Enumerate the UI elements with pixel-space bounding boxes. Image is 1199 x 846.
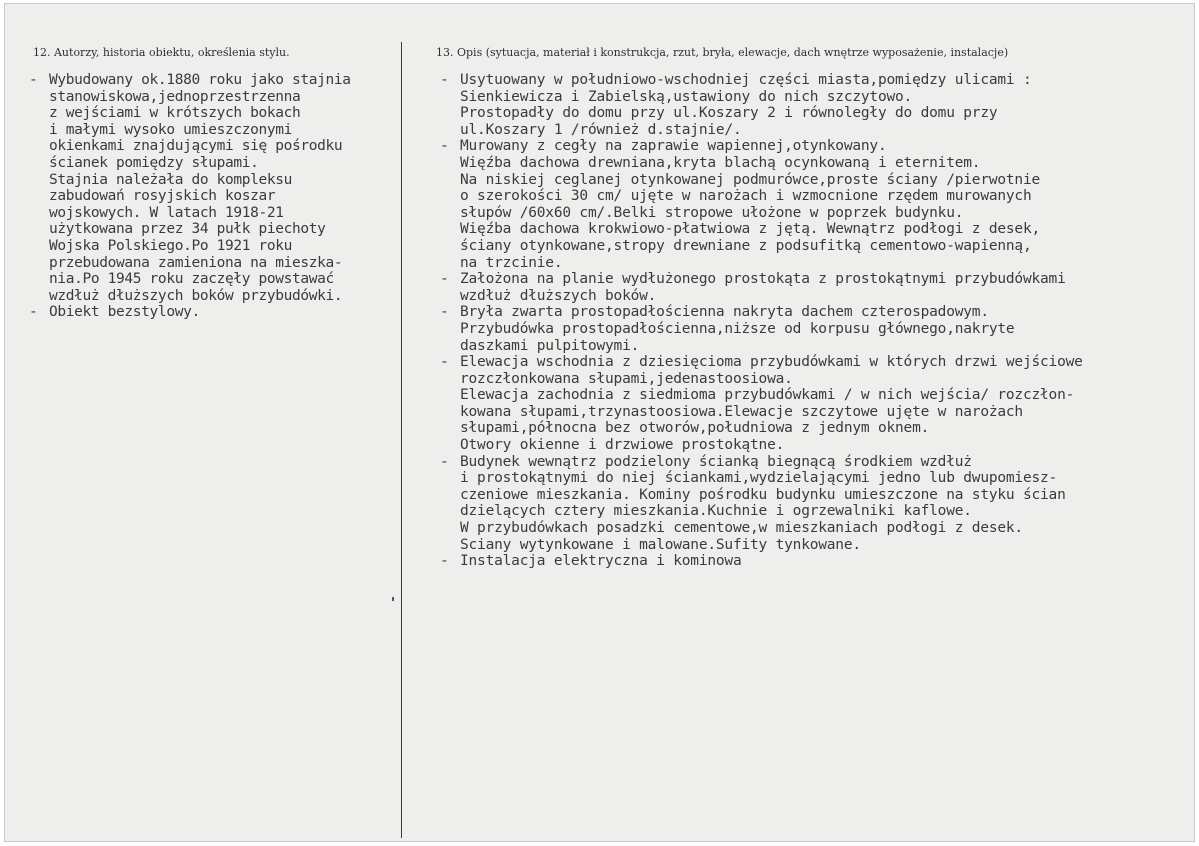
text-line: Otwory okienne i drzwiowe prostokątne. — [460, 437, 785, 454]
list-item — [440, 454, 1192, 554]
text-line: Bryła zwarta prostopadłościenna nakryta dachem czterospadowym. — [460, 304, 989, 321]
text-line: nia.Po 1945 roku zaczęły powstawać — [49, 271, 334, 288]
text-line: rozczłonkowana słupami,jedenastoosiowa. — [460, 370, 793, 387]
list-item — [29, 72, 401, 304]
text-line: ścianek pomiędzy słupami. — [49, 154, 259, 171]
text-line: Wybudowany ok.1880 roku jako stajnia — [49, 72, 351, 88]
text-line: Elewacja zachodnia z siedmioma przybudówkami / w nich wejścia/ rozczłon- — [460, 387, 1075, 404]
text-line: słupami,północna bez otworów,południowa z jednym oknem. — [460, 420, 930, 437]
text-line: Budynek wewnątrz podzielony ścianką biegnącą środkiem wzdłuż — [460, 453, 972, 470]
bullet-dash: - — [440, 354, 449, 371]
section-12-header: 12. Autorzy, historia obiektu, określenia stylu. — [33, 46, 290, 59]
text-line: ściany otynkowane,stropy drewniane z podsufitką cementowo-wapienną, — [460, 237, 1032, 254]
list-item — [440, 72, 1192, 138]
text-line: i małymi wysoko umieszczonymi — [49, 121, 293, 138]
text-line: Instalacja elektryczna i kominowa — [460, 553, 742, 570]
text-line: z wejściami w krótszych bokach — [49, 105, 301, 122]
text-line: dzielących cztery mieszkania.Kuchnie i ogrzewalniki kaflowe. — [460, 503, 972, 520]
text-line: Stajnia należała do kompleksu — [49, 171, 293, 188]
text-line: W przybudówkach posadzki cementowe,w mieszkaniach podłogi z desek. — [460, 520, 1023, 537]
text-line: Założona na planie wydłużonego prostokąta z prostokątnymi przybudówkami — [460, 271, 1066, 288]
list-item — [440, 553, 1192, 570]
text-line: czeniowe mieszkania. Kominy pośrodku budynku umieszczone na styku ścian — [460, 486, 1066, 503]
bullet-dash: - — [29, 72, 38, 88]
text-line: i prostokątnymi do niej ściankami,wydzielającymi jedno lub dwupomiesz- — [460, 470, 1058, 487]
text-line: Sienkiewicza i Zabielską,ustawiony do nich szczytowo. — [460, 88, 913, 105]
text-line: okienkami znajdującymi się pośrodku — [49, 138, 343, 155]
text-line: wzdłuż dłuższych boków. — [460, 287, 657, 304]
text-line: słupów /60x60 cm/.Belki stropowe ułożone w poprzek budynku. — [460, 204, 964, 221]
typewriter-mark — [392, 597, 394, 601]
text-line: Na niskiej ceglanej otynkowanej podmurówce,proste ściany /pierwotnie — [460, 171, 1041, 188]
bullet-dash: - — [29, 304, 38, 321]
text-line: Sciany wytynkowane i malowane.Sufity tynkowane. — [460, 536, 861, 553]
text-line: Obiekt bezstylowy. — [49, 304, 200, 321]
text-line: ul.Koszary 1 /również d.stajnie/. — [460, 121, 742, 138]
bullet-dash: - — [440, 138, 449, 155]
text-line: na trzcinie. — [460, 254, 563, 271]
section-13-header: 13. Opis (sytuacja, materiał i konstrukcja, rzut, bryła, elewacje, dach wnętrze wyposażenie, instalacje) — [436, 46, 1009, 59]
text-line: Więźba dachowa krokwiowo-płatwiowa z jętą. Wewnątrz podłogi z desek, — [460, 221, 1041, 238]
text-line: zabudowań rosyjskich koszar — [49, 188, 276, 205]
text-line: użytkowana przez 34 pułk piechoty — [49, 221, 326, 238]
list-item — [440, 271, 1192, 304]
bullet-dash: - — [440, 553, 449, 570]
list-item — [440, 138, 1192, 271]
list-item — [440, 304, 1192, 354]
bullet-dash: - — [440, 304, 449, 321]
form-sheet — [4, 3, 1195, 842]
text-line: daszkami pulpitowymi. — [460, 337, 640, 354]
text-line: Przybudówka prostopadłościenna,niższe od korpusu głównego,nakryte — [460, 320, 1015, 337]
bullet-dash: - — [440, 271, 449, 288]
text-line: Usytuowany w południowo-wschodniej części miasta,pomiędzy ulicami : — [460, 72, 1032, 88]
list-item — [29, 304, 401, 321]
text-line: kowana słupami,trzynastoosiowa.Elewacje szczytowe ujęte w narożach — [460, 403, 1023, 420]
text-line: wojskowych. W latach 1918-21 — [49, 204, 284, 221]
text-line: Murowany z cegły na zaprawie wapiennej,otynkowany. — [460, 138, 887, 155]
text-line: o szerokości 30 cm/ ujęte w narożach i wzmocnione rzędem murowanych — [460, 188, 1032, 205]
text-line: Elewacja wschodnia z dziesięcioma przybudówkami w których drzwi wejściowe — [460, 354, 1083, 371]
description-text — [440, 72, 1192, 570]
bullet-dash: - — [440, 453, 449, 470]
text-line: wzdłuż dłuższych boków przybudówki. — [49, 287, 343, 304]
column-divider — [401, 42, 402, 838]
list-item — [440, 354, 1192, 454]
text-line: Prostopadły do domu przy ul.Koszary 2 i równoległy do domu przy — [460, 105, 998, 122]
text-line: Więźba dachowa drewniana,kryta blachą ocynkowaną i eternitem. — [460, 154, 981, 171]
bullet-dash: - — [440, 72, 449, 88]
text-line: stanowiskowa,jednoprzestrzenna — [49, 88, 301, 105]
text-line: Wojska Polskiego.Po 1921 roku — [49, 237, 293, 254]
text-line: przebudowana zamieniona na mieszka- — [49, 254, 343, 271]
history-text — [29, 72, 401, 321]
